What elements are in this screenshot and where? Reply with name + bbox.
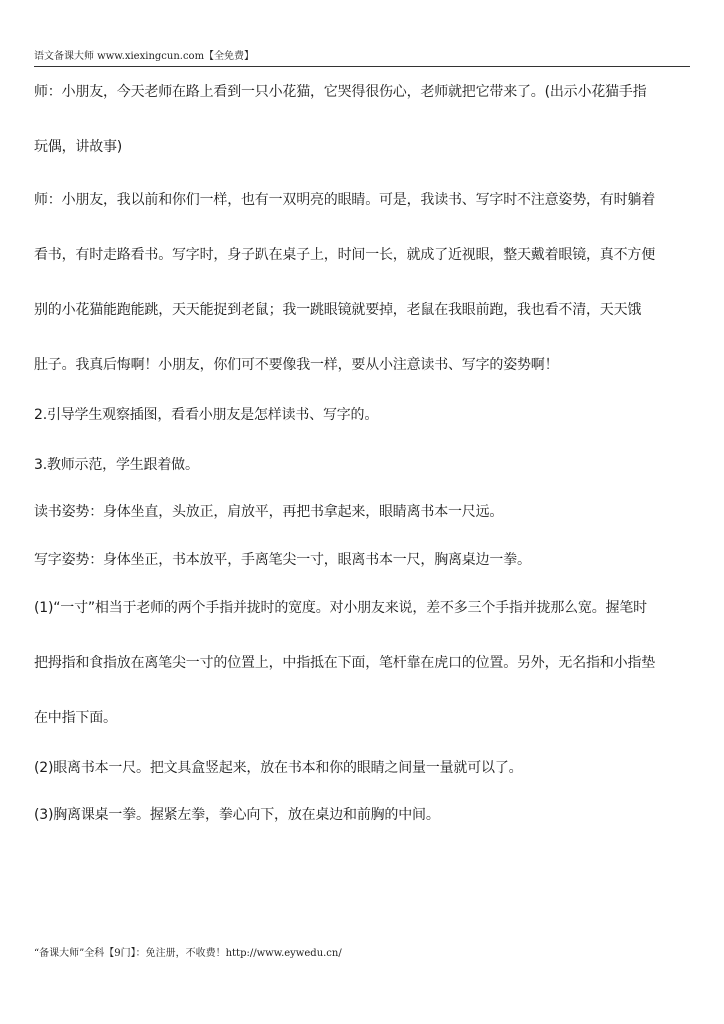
body-line: 2.引导学生观察插图，看看小朋友是怎样读书、写字的。	[34, 407, 379, 423]
body-line: 肚子。我真后悔啊！小朋友，你们可不要像我一样，要从小注意读书、写字的姿势啊！	[34, 357, 559, 373]
body-line: 写字姿势：身体坐正，书本放平，手离笔尖一寸，眼离书本一尺，胸离桌边一拳。	[34, 552, 531, 568]
body-line: 3.教师示范，学生跟着做。	[34, 457, 199, 473]
body-line: (2)眼离书本一尺。把文具盒竖起来，放在书本和你的眼睛之间量一量就可以了。	[34, 760, 523, 776]
page-footer: “备课大师”全科【9门】：免注册，不收费！http://www.eywedu.cn/	[34, 948, 342, 959]
body-line: 读书姿势：身体坐直，头放正，肩放平，再把书拿起来，眼睛离书本一尺远。	[34, 504, 504, 520]
body-line: 师：小朋友，我以前和你们一样，也有一双明亮的眼睛。可是，我读书、写字时不注意姿势，有时躺着	[34, 192, 655, 208]
header-divider	[34, 66, 690, 67]
body-line: 看书，有时走路看书。写字时，身子趴在桌子上，时间一长，就成了近视眼，整天戴着眼镜，真不方便	[34, 247, 655, 263]
body-line: 把拇指和食指放在离笔尖一寸的位置上，中指抵在下面，笔杆靠在虎口的位置。另外，无名指和小指垫	[34, 655, 655, 671]
body-line: 师：小朋友，今天老师在路上看到一只小花猫，它哭得很伤心，老师就把它带来了。(出示小花猫手指	[34, 84, 647, 100]
page-header: 语文备课大师 www.xiexingcun.com【全免费】	[34, 51, 255, 62]
body-line: 在中指下面。	[34, 710, 117, 726]
body-line: (3)胸离课桌一拳。握紧左拳，拳心向下，放在桌边和前胸的中间。	[34, 807, 440, 823]
body-line: (1)“一寸”相当于老师的两个手指并拢时的宽度。对小朋友来说，差不多三个手指并拢那么宽。握笔时	[34, 600, 647, 616]
body-line: 玩偶，讲故事)	[34, 139, 123, 155]
body-line: 别的小花猫能跑能跳，天天能捉到老鼠；我一跳眼镜就要掉，老鼠在我眼前跑，我也看不清，天天饿	[34, 302, 642, 318]
